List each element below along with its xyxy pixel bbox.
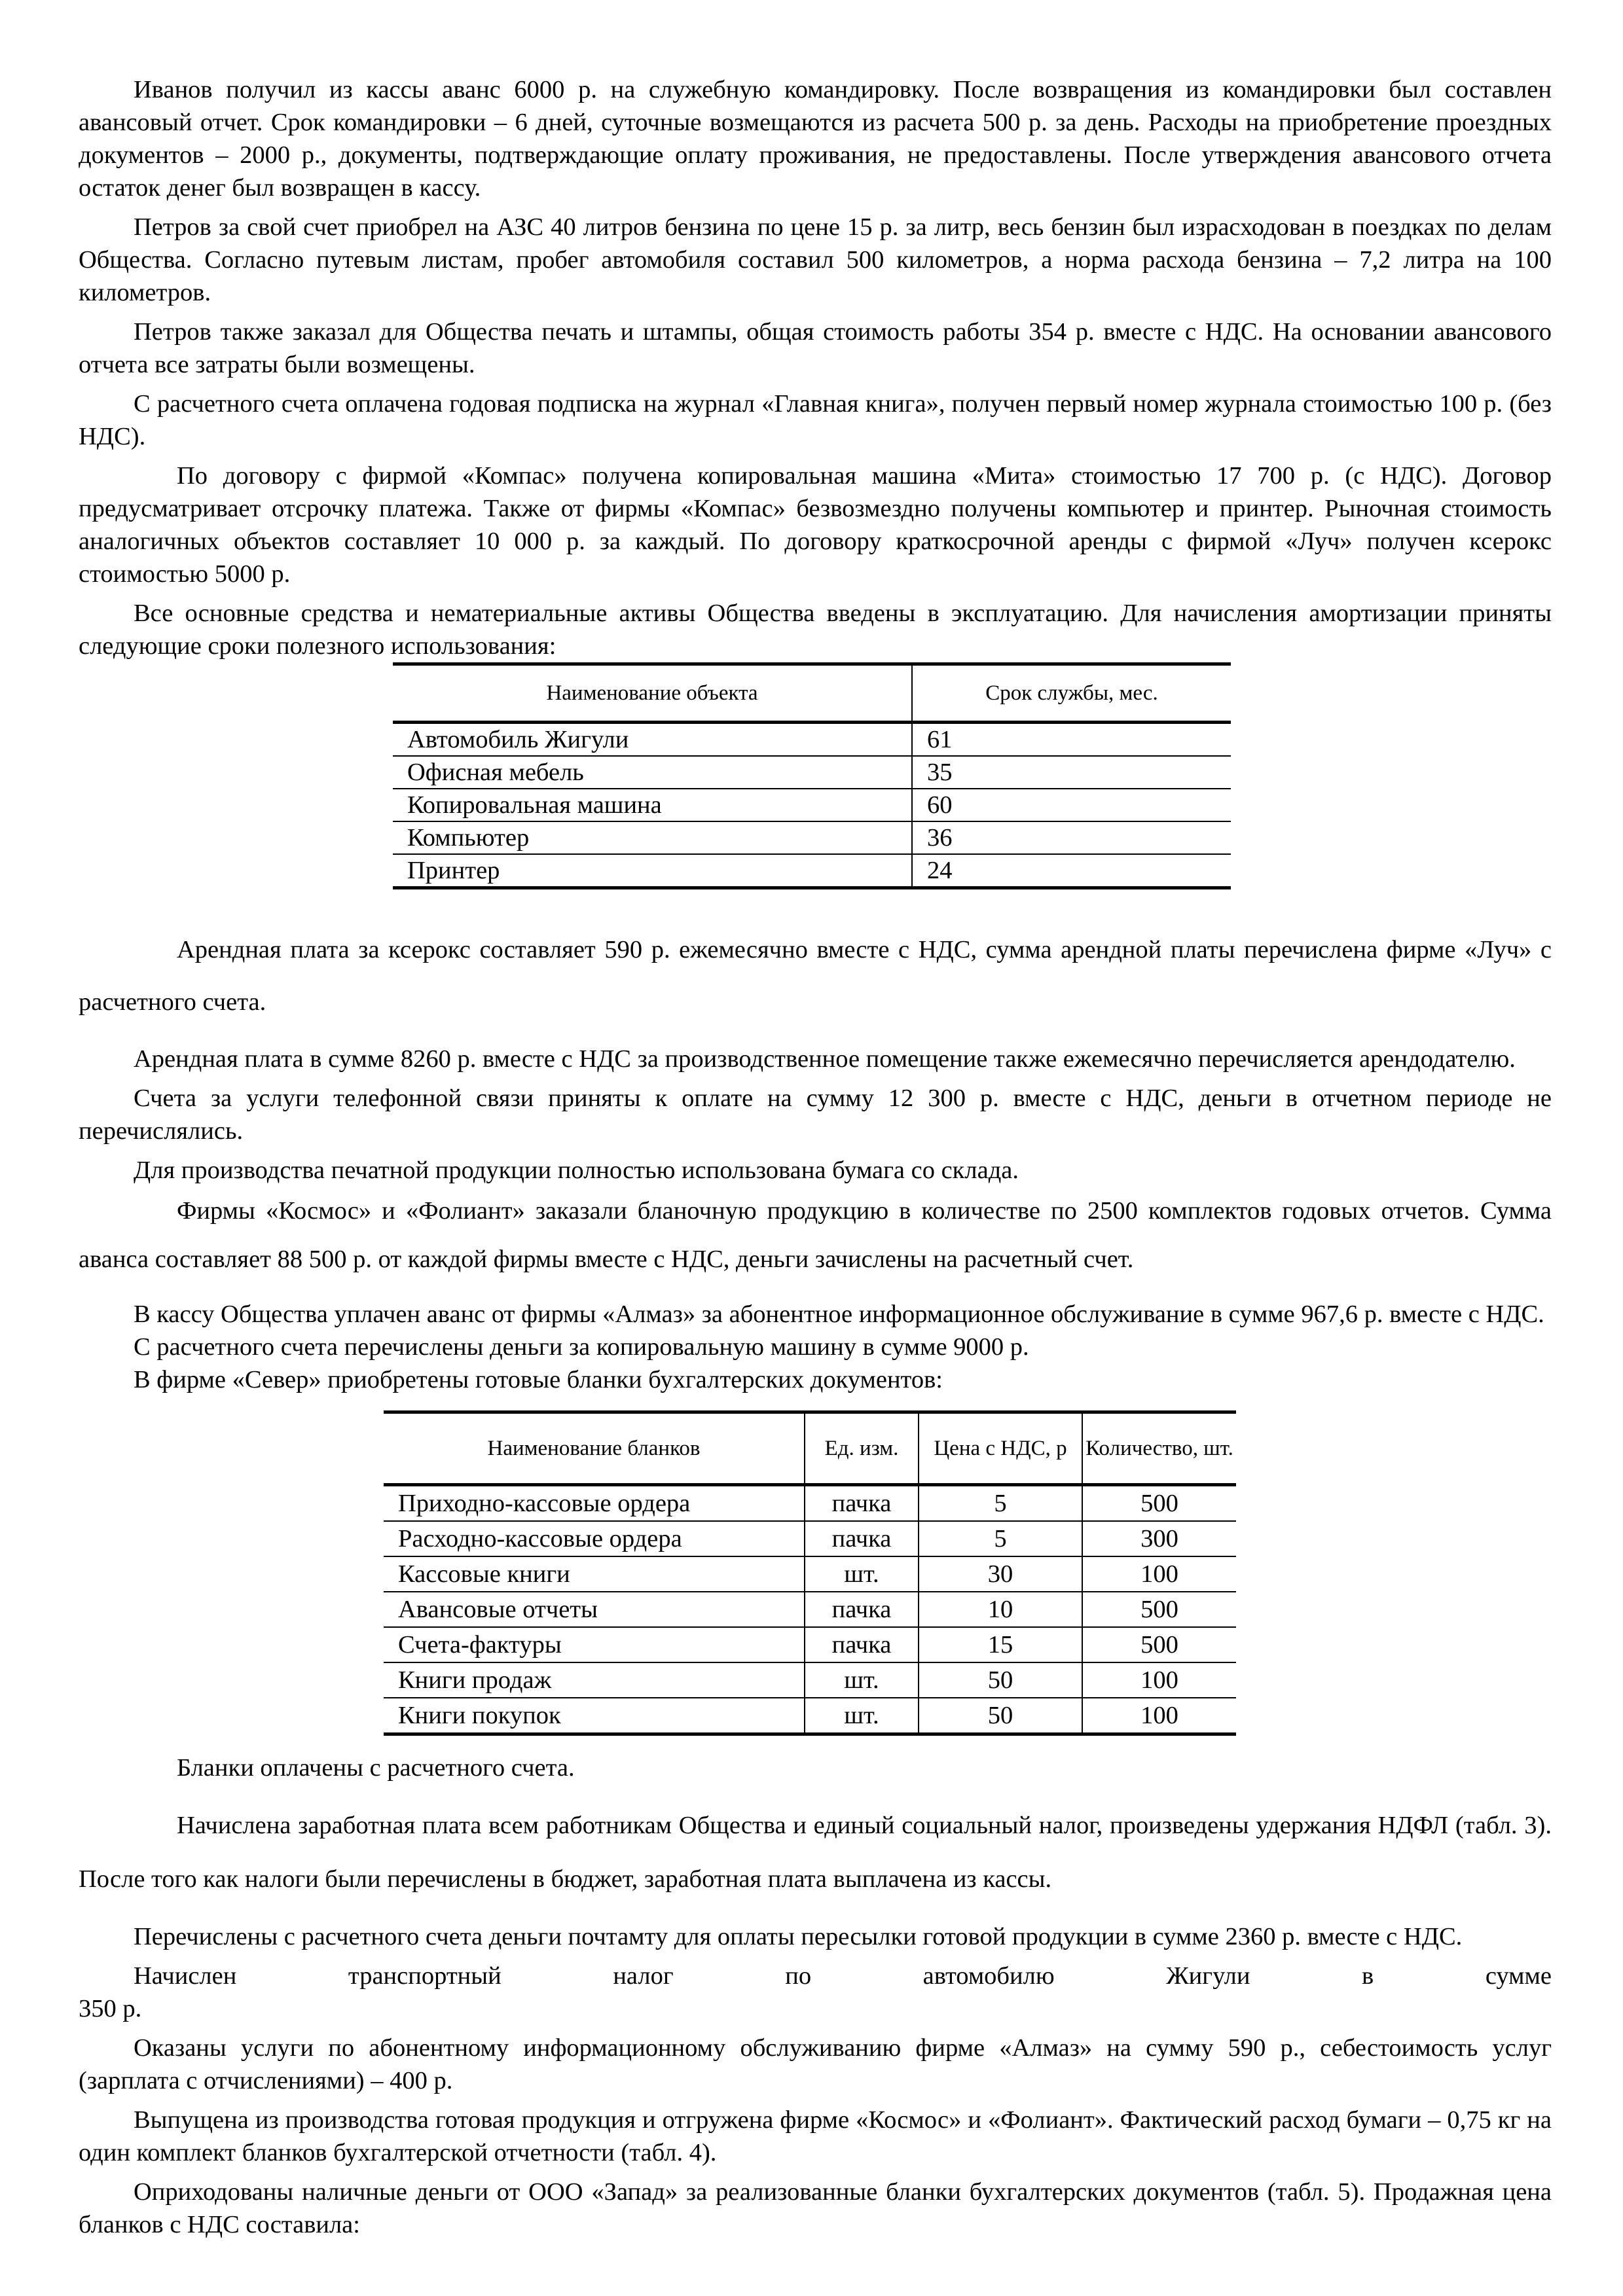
- column-header-quantity: Количество, шт.: [1082, 1412, 1236, 1485]
- forms-purchase-table: [384, 1410, 1236, 1736]
- form-quantity: 100: [1082, 1556, 1236, 1592]
- transport-tax-amount: 350 р.: [79, 1995, 142, 2022]
- form-unit: пачка: [805, 1521, 919, 1556]
- tax-word: Жигули: [1166, 1962, 1250, 1990]
- table-row: [384, 1592, 1236, 1627]
- column-header-life: Срок службы, мес.: [912, 664, 1231, 723]
- form-name: Авансовые отчеты: [384, 1592, 805, 1627]
- paragraph-almaz-services: Оказаны услуги по абонентному информационному обслуживанию фирме «Алмаз» на сумму 590 р., себестоимость услуг (зарплата с отчислениями) – 400 р.: [79, 2034, 1552, 2094]
- form-unit: шт.: [805, 1698, 919, 1734]
- form-quantity: 500: [1082, 1627, 1236, 1662]
- document-page: [79, 73, 1552, 2241]
- form-price: 50: [919, 1662, 1082, 1698]
- form-name: Книги покупок: [384, 1698, 805, 1734]
- tax-word: сумме: [1485, 1962, 1552, 1990]
- life-months: 24: [912, 854, 1231, 888]
- table-row: [384, 1556, 1236, 1592]
- tax-word: транспортный: [348, 1962, 501, 1990]
- form-name: Кассовые книги: [384, 1556, 805, 1592]
- paragraph-forms-paid: Бланки оплачены с расчетного счета.: [177, 1754, 575, 1782]
- form-unit: пачка: [805, 1627, 919, 1662]
- form-quantity: 500: [1082, 1592, 1236, 1627]
- table-row: [384, 1627, 1236, 1662]
- form-price: 15: [919, 1627, 1082, 1662]
- paragraph-finished-goods: Выпущена из производства готовая продукция и отгружена фирме «Космос» и «Фолиант». Фактический расход бумаги – 0,75 кг на один комплект бланков бухгалтерской отчетности (табл. 4).: [79, 2106, 1552, 2166]
- table-row: [384, 1521, 1236, 1556]
- paragraph-ivanov-advance: Иванов получил из кассы аванс 6000 р. на служебную командировку. После возвращения из командировки был составлен авансовый отчет. Срок командировки – 6 дней, суточные возмещаются из расчета 500 р. за день. Расходы на приобретение проездных документов – 2000 р., документы, подтверждающие оплату проживания, не предоставлены. После утверждения авансового отчета остаток денег был возвращен в кассу.: [79, 76, 1552, 202]
- column-header-object: Наименование объекта: [393, 664, 912, 723]
- paragraph-copier-payment: С расчетного счета перечислены деньги за копировальную машину в сумме 9000 р.: [134, 1333, 1029, 1361]
- tax-word: в: [1362, 1962, 1374, 1990]
- life-months: 61: [912, 723, 1231, 757]
- paragraph-zapad-cash: Оприходованы наличные деньги от ООО «Запад» за реализованные бланки бухгалтерских документов (табл. 5). Продажная цена бланков с НДС составила:: [79, 2178, 1552, 2238]
- life-months: 60: [912, 789, 1231, 821]
- form-quantity: 100: [1082, 1662, 1236, 1698]
- table-row: [384, 1485, 1236, 1522]
- form-unit: пачка: [805, 1485, 919, 1522]
- column-header-forms: Наименование бланков: [384, 1412, 805, 1485]
- paragraph-sever-forms: В фирме «Север» приобретены готовые бланки бухгалтерских документов:: [134, 1366, 943, 1393]
- form-name: Книги продаж: [384, 1662, 805, 1698]
- paragraph-fixed-assets: Все основные средства и нематериальные активы Общества введены в эксплуатацию. Для начисления амортизации приняты следующие сроки полезного использования:: [79, 600, 1552, 660]
- life-months: 35: [912, 756, 1231, 789]
- form-price: 10: [919, 1592, 1082, 1627]
- table-header-row: [393, 664, 1231, 723]
- form-price: 5: [919, 1485, 1082, 1522]
- object-name: Автомобиль Жигули: [393, 723, 912, 757]
- table-row: [384, 1698, 1236, 1734]
- object-name: Офисная мебель: [393, 756, 912, 789]
- table-row: [393, 789, 1231, 821]
- table-row: [393, 756, 1231, 789]
- paragraph-kompas-contract: По договору с фирмой «Компас» получена копировальная машина «Мита» стоимостью 17 700 р. (с НДС). Договор предусматривает отсрочку платежа. Также от фирмы «Компас» безвозмездно получены компьютер и принтер. Рыночная стоимость аналогичных объектов составляет 10 000 р. за каждый. По договору краткосрочной аренды с фирмой «Луч» получен ксерокс стоимостью 5000 р.: [79, 462, 1552, 588]
- form-name: Расходно-кассовые ордера: [384, 1521, 805, 1556]
- column-header-price: Цена с НДС, р: [919, 1412, 1082, 1485]
- form-quantity: 300: [1082, 1521, 1236, 1556]
- table-row: [393, 821, 1231, 854]
- paragraph-xerox-rent: Арендная плата за ксерокс составляет 590 р. ежемесячно вместе с НДС, сумма арендной платы перечислена фирме «Луч» с расчетного счета.: [79, 936, 1552, 1016]
- paragraph-kosmos-foliant: Фирмы «Космос» и «Фолиант» заказали бланочную продукцию в количестве по 2500 комплектов годовых отчетов. Сумма аванса составляет 88 500 р. от каждой фирмы вместе с НДС, деньги зачислены на расчетный счет.: [79, 1197, 1552, 1273]
- paragraph-paper-used: Для производства печатной продукции полностью использована бумага со склада.: [134, 1157, 1019, 1184]
- form-unit: пачка: [805, 1592, 919, 1627]
- form-name: Счета-фактуры: [384, 1627, 805, 1662]
- form-unit: шт.: [805, 1556, 919, 1592]
- object-name: Принтер: [393, 854, 912, 888]
- paragraph-phone-bills: Счета за услуги телефонной связи приняты к оплате на сумму 12 300 р. вместе с НДС, деньги в отчетном периоде не перечислялись.: [79, 1085, 1552, 1145]
- paragraph-postage: Перечислены с расчетного счета деньги почтамту для оплаты пересылки готовой продукции в сумме 2360 р. вместе с НДС.: [134, 1923, 1463, 1950]
- tax-word: по: [785, 1962, 812, 1990]
- paragraph-premises-rent: Арендная плата в сумме 8260 р. вместе с НДС за производственное помещение также ежемесячно перечисляется арендодателю.: [134, 1045, 1516, 1073]
- form-name: Приходно-кассовые ордера: [384, 1485, 805, 1522]
- form-price: 50: [919, 1698, 1082, 1734]
- form-quantity: 100: [1082, 1698, 1236, 1734]
- form-quantity: 500: [1082, 1485, 1236, 1522]
- tax-word: Начислен: [134, 1962, 237, 1990]
- paragraph-petrov-fuel: Петров за свой счет приобрел на АЗС 40 литров бензина по цене 15 р. за литр, весь бензин был израсходован в поездках по делам Общества. Согласно путевым листам, пробег автомобиля составил 500 километров, а норма расхода бензина – 7,2 литра на 100 километров.: [79, 213, 1552, 306]
- paragraph-petrov-stamps: Петров также заказал для Общества печать и штампы, общая стоимость работы 354 р. вместе с НДС. На основании авансового отчета все затраты были возмещены.: [79, 318, 1552, 378]
- table-row: [384, 1662, 1236, 1698]
- tax-word: автомобилю: [922, 1962, 1055, 1990]
- form-price: 30: [919, 1556, 1082, 1592]
- object-name: Компьютер: [393, 821, 912, 854]
- table-row: [393, 854, 1231, 888]
- table-row: [393, 723, 1231, 757]
- useful-life-table: [393, 662, 1231, 889]
- column-header-unit: Ед. изм.: [805, 1412, 919, 1485]
- table-header-row: [384, 1412, 1236, 1485]
- object-name: Копировальная машина: [393, 789, 912, 821]
- form-price: 5: [919, 1521, 1082, 1556]
- form-unit: шт.: [805, 1662, 919, 1698]
- paragraph-subscription: С расчетного счета оплачена годовая подписка на журнал «Главная книга», получен первый номер журнала стоимостью 100 р. (без НДС).: [79, 390, 1552, 450]
- tax-word: налог: [613, 1962, 674, 1990]
- life-months: 36: [912, 821, 1231, 854]
- paragraph-almaz-advance: В кассу Общества уплачен аванс от фирмы «Алмаз» за абонентное информационное обслуживание в сумме 967,6 р. вместе с НДС.: [134, 1300, 1544, 1328]
- paragraph-payroll: Начислена заработная плата всем работникам Общества и единый социальный налог, произведены удержания НДФЛ (табл. 3). После того как налоги были перечислены в бюджет, заработная плата выплачена из кассы.: [79, 1812, 1552, 1893]
- transport-tax-line: [79, 1960, 1552, 1992]
